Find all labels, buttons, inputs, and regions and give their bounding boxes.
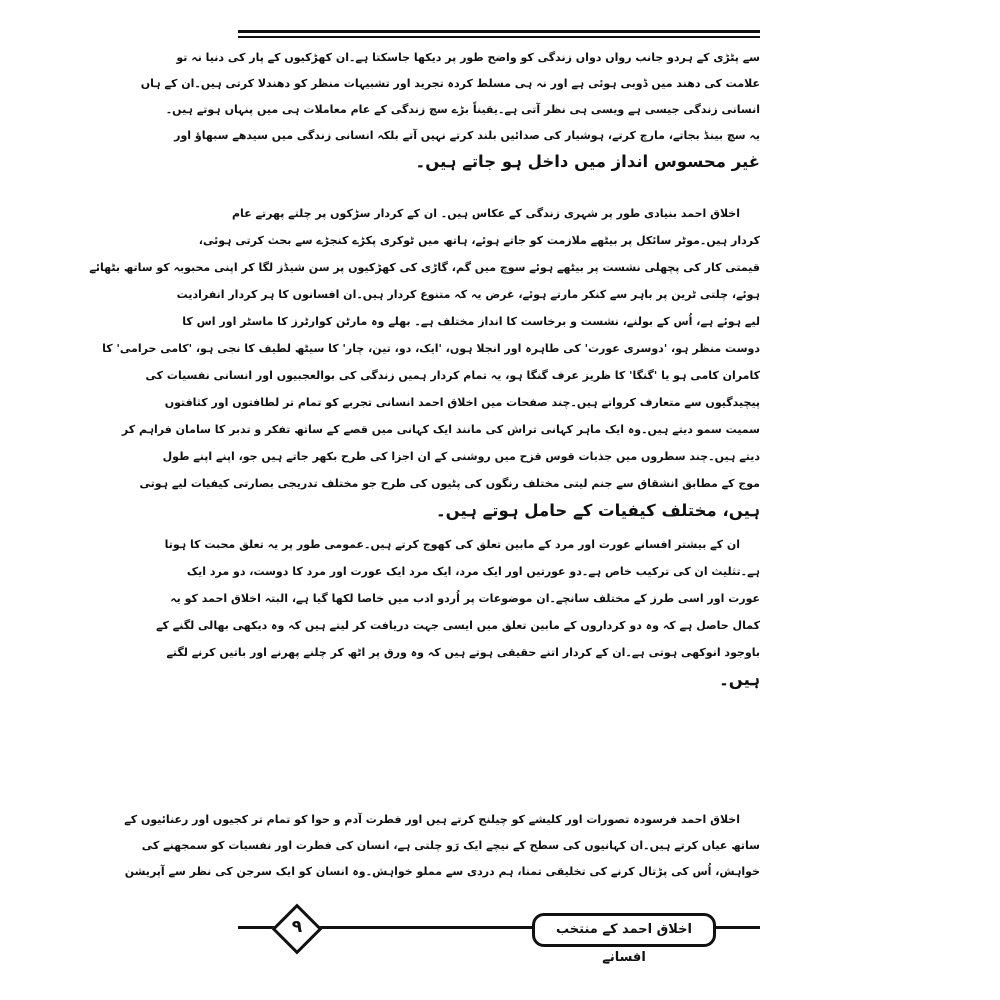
text-line: علامت کی دھند میں ڈوبی ہوئی ہے اور نہ ہی مسلط کردہ تجرید اور تشبیہات منظر کو دھندلا کرتی ہیں۔ان کے ہاں bbox=[140, 77, 760, 90]
text-line: ہے۔تثلیث ان کی ترکیب خاص ہے۔دو عورتیں اور ایک مرد، ایک مرد ایک عورت اور مرد کا دوست، دو مرد ایک bbox=[186, 565, 760, 578]
running-footer-title: اخلاق احمد کے منتخب افسانے bbox=[532, 913, 716, 947]
text-line: ساتھ عیاں کرتے ہیں۔ان کہانیوں کی سطح کے نیچے ایک رَو چلتی ہے، انسان کی فطرت اور نفسیات کو سمجھنے کی bbox=[141, 839, 760, 852]
text-line: کمال حاصل ہے کہ وہ دو کرداروں کے مابین تعلق میں ایسی جہت دریافت کر لیتے ہیں کہ وہ دیکھی بھالی لگنے کے bbox=[156, 619, 760, 632]
footer-rule-middle bbox=[310, 926, 534, 929]
text-line: دوست منظر ہو، 'دوسری عورت' کی طاہرہ اور انجلا ہوں، 'ایک، دو، تین، چار' کا سیٹھ لطیف کا نجی ہو، 'کامی حرامی' کا bbox=[102, 342, 760, 355]
footer-rule-right bbox=[712, 926, 760, 929]
text-line: ان کے بیشتر افسانے عورت اور مرد کے مابین تعلق کی کھوج کرتے ہیں۔عمومی طور پر یہ تعلق محبت کا ہوتا bbox=[164, 538, 740, 551]
text-line: غیر محسوس انداز میں داخل ہو جاتے ہیں۔ bbox=[415, 152, 760, 171]
text-line: اخلاق احمد فرسودہ تصورات اور کلیشے کو چیلنج کرتے ہیں اور فطرت آدم و حوا کو تمام تر کجیوں اور رعنائیوں کے bbox=[124, 813, 740, 826]
text-line: انسانی زندگی جیسی ہے ویسی ہی نظر آتی ہے۔یقیناً بڑے سچ زندگی کے عام معاملات ہی میں پنہاں ہوتے ہیں۔ bbox=[165, 103, 760, 116]
text-line: سے پٹڑی کے ہردو جانب رواں دواں زندگی کو واضح طور پر دیکھا جاسکتا ہے۔ان کھڑکیوں کے پار کی دنیا نہ تو bbox=[176, 51, 760, 64]
text-line: سمیت سمو دیتے ہیں۔وہ ایک ماہر کہانی تراش کی مانند ایک کہانی میں قصے کے ساتھ تفکر و تدبر کا سامان فراہم کر bbox=[121, 423, 760, 436]
text-line: کردار ہیں۔موٹر سائکل پر بیٹھے ملازمت کو جاتے ہوئے، ہاتھ میں ٹوکری پکڑے کنجڑے سے بحث کرتی ہوئی، bbox=[198, 234, 760, 247]
text-line: باوجود انوکھی ہوتی ہے۔ان کے کردار اتنے حقیقی ہوتے ہیں کہ وہ ورق پر اٹھ کر چلنے پھرنے اور باتیں کرنے لگتے bbox=[166, 646, 760, 659]
text-line: ہیں، مختلف کیفیات کے حامل ہوتے ہیں۔ bbox=[435, 501, 760, 520]
text-line: یہ سچ بینڈ بجاتے، مارچ کرتے، ہوشیار کی صدائیں بلند کرتے نہیں آتے بلکہ انسانی زندگی میں سیدھے سبھاؤ اور bbox=[174, 129, 760, 142]
text-line: لیے ہوئے ہے، اُس کے بولنے، نشست و برخاست کا انداز مختلف ہے۔ بھلے وہ مارٹن کوارٹرز کا ماسٹر اور اس کا bbox=[182, 315, 760, 328]
text-line: موج کے مطابق انشقاق سے جنم لیتی مختلف رنگوں کی پٹیوں کی طرح جو مختلف تدریجی بصارتی کیفیات لیے ہوتی bbox=[139, 477, 760, 490]
text-line: پیچیدگیوں سے متعارف کرواتے ہیں۔چند صفحات میں اخلاق احمد انسانی تجربے کو تمام تر لطافتوں اور کثافتوں bbox=[164, 396, 760, 409]
text-line: اخلاق احمد بنیادی طور پر شہری زندگی کے عکاس ہیں۔ ان کے کردار سڑکوں پر چلتے پھرتے عام bbox=[232, 207, 740, 220]
text-line: ہیں۔ bbox=[719, 670, 760, 689]
text-line: کامران کامی ہو یا 'گنگا' کا ظریز عرف گنگا ہو، یہ تمام کردار ہمیں زندگی کی بوالعجبیوں اور انسانی نفسیات کی bbox=[145, 369, 760, 382]
header-rule-thin bbox=[238, 36, 760, 38]
text-line: ہوئے، چلتی ٹرین پر باہر سے کنکر مارتے ہوئے، غرض یہ کہ متنوع کردار ہیں۔ان افسانوں کا ہر کردار انفرادیت bbox=[176, 288, 760, 301]
text-line: قیمتی کار کی پچھلی نشست پر بیٹھے ہوئے سوچ میں گم، گاڑی کی کھڑکیوں پر سن شیڈز لگا کر اپنی محبوبہ کو ساتھ بٹھائے bbox=[89, 261, 760, 274]
header-rule-thick bbox=[238, 30, 760, 33]
page-number: ۹ bbox=[291, 917, 303, 937]
text-line: دیتے ہیں۔چند سطروں میں جذبات قوس قزح میں روشنی کے ان اجزا کی طرح بکھر جاتے ہیں جو، اپنے اپنے طول bbox=[162, 450, 760, 463]
text-line: خواہش، اُس کی پڑتال کرنے کی تخلیقی تمنا، ہم دردی سے مملو خواہش۔وہ انسان کو ایک سرجن کی نظر سے آپریشن bbox=[124, 865, 760, 878]
text-line: عورت اور اسی طرز کے مختلف سانچے۔ان موضوعات پر اُردو ادب میں خاصا لکھا گیا ہے، البتہ اخلاق احمد کو یہ bbox=[170, 592, 760, 605]
